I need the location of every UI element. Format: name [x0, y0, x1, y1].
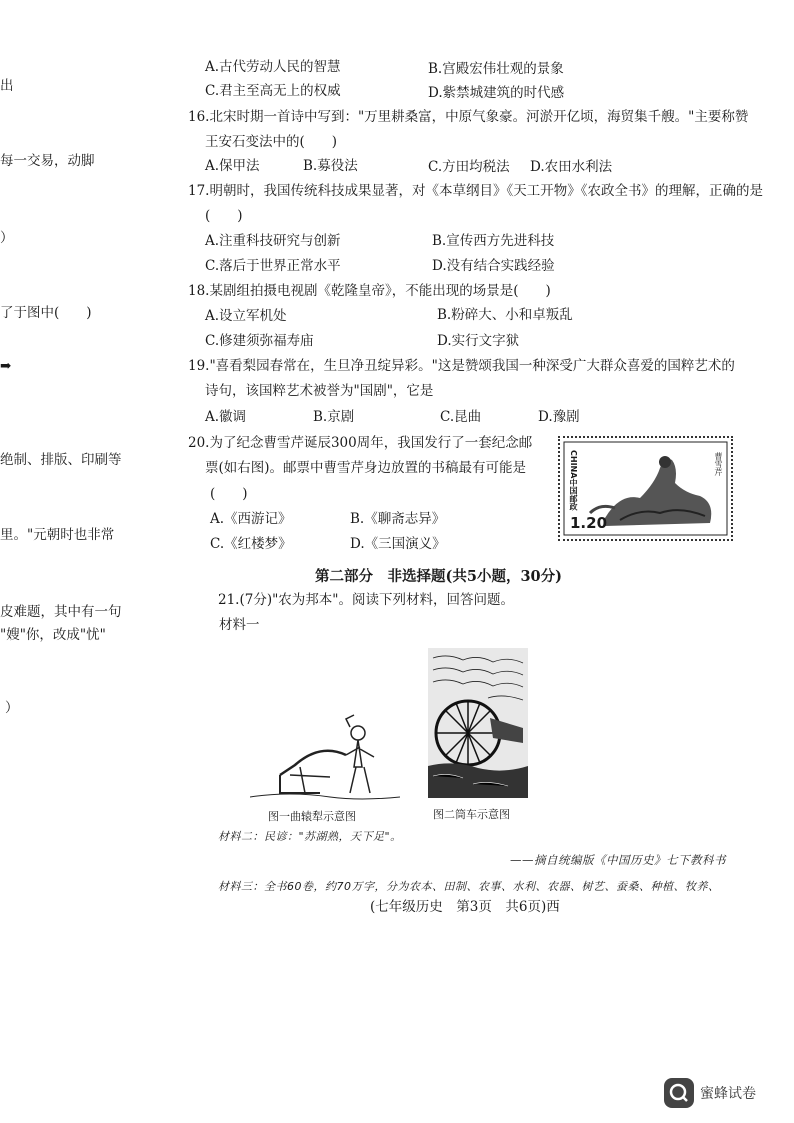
q17-stem-cont: ( ) — [205, 208, 243, 224]
q16-stem: 16.北宋时期一首诗中写到："万里耕桑富，中原气象豪。河淤开亿顷，海贸集千艘。"主要称赞 — [188, 109, 749, 125]
q20-option-b: B.《聊斋志异》 — [350, 511, 446, 527]
q17-option-b: B.宣传西方先进科技 — [432, 233, 555, 249]
q18-option-d: D.实行文字狱 — [437, 333, 520, 349]
q16-option-d: D.农田水利法 — [530, 159, 613, 175]
q16-option-a: A.保甲法 — [205, 158, 260, 174]
q19-option-a: A.徽调 — [205, 409, 247, 425]
q15-option-b: B.宫殿宏伟壮观的景象 — [428, 61, 564, 77]
margin-fragment: "嫂"你，改成"忧" — [0, 627, 106, 643]
waterwheel-illustration — [428, 648, 528, 798]
watermark — [664, 1078, 756, 1108]
stamp-country: CHINA中国邮政 — [569, 450, 578, 511]
q20-stem-paren: ( ) — [210, 486, 248, 502]
q17-stem: 17.明朝时，我国传统科技成果显著，对《本草纲目》《天工开物》《农政全书》的理解，正确的是 — [188, 183, 763, 199]
q18-option-b: B.粉碎大、小和卓叛乱 — [437, 307, 573, 323]
material-2: 材料二：民谚："苏湖熟，天下足"。 — [218, 830, 402, 843]
margin-fragment: 每一交易，动脚 — [0, 153, 95, 169]
q18-option-a: A.设立军机处 — [205, 308, 287, 324]
q15-option-c: C.君主至高无上的权威 — [205, 83, 341, 99]
q17-option-d: D.没有结合实践经验 — [432, 258, 555, 274]
plough-illustration — [250, 705, 400, 805]
margin-fragment: 里。"元朝时也非常 — [0, 527, 115, 543]
arrow-icon: ➡ — [0, 358, 12, 374]
stamp-image — [558, 436, 733, 541]
q19-option-b: B.京剧 — [313, 409, 355, 425]
q18-stem: 18.某剧组拍摄电视剧《乾隆皇帝》，不能出现的场景是( ) — [188, 283, 551, 299]
q15-option-a: A.古代劳动人民的智慧 — [205, 59, 341, 75]
margin-fragment: ） — [5, 700, 19, 716]
q19-stem: 19."喜看梨园春常在，生旦净丑绽异彩。"这是赞颂我国一种深受广大群众喜爱的国粹艺术的 — [188, 358, 735, 374]
margin-fragment: 出 — [0, 78, 14, 94]
watermark-logo-icon — [664, 1078, 694, 1108]
q15-option-d: D.紫禁城建筑的时代感 — [428, 85, 565, 101]
q20-stem-cont: 票(如右图)。邮票中曹雪芹身边放置的书稿最有可能是 — [205, 460, 527, 476]
q16-option-c: C.方田均税法 — [428, 159, 510, 175]
q20-option-d: D.《三国演义》 — [350, 536, 446, 552]
section-title: 第二部分 非选择题(共5小题，30分) — [315, 568, 562, 585]
q20-option-a: A.《西游记》 — [210, 511, 292, 527]
margin-fragment: 了于图中( ) — [0, 305, 92, 321]
q16-option-b: B.募役法 — [303, 158, 358, 174]
q17-option-a: A.注重科技研究与创新 — [205, 233, 341, 249]
material-source: ——摘自统编版《中国历史》七下教科书 — [510, 853, 726, 867]
margin-fragment: 皮难题，其中有一句 — [0, 604, 122, 620]
watermark-text: 蜜蜂试卷 — [700, 1086, 756, 1102]
stamp-side-label: 曹雪芹 — [714, 452, 723, 476]
q20-option-c: C.《红楼梦》 — [210, 536, 292, 552]
stamp-value: 1.20 — [570, 514, 608, 532]
figure-1-caption: 图一曲辕犁示意图 — [268, 810, 356, 823]
q18-option-c: C.修建须弥福寿庙 — [205, 333, 314, 349]
margin-fragment: ） — [0, 230, 14, 246]
q21-stem: 21.(7分)"农为邦本"。阅读下列材料，回答问题。 — [218, 592, 515, 608]
q19-stem-cont: 诗句，该国粹艺术被誉为"国剧"，它是 — [205, 383, 434, 399]
page-footer: (七年级历史 第3页 共6页)西 — [370, 899, 560, 915]
material-3: 材料三：全书60卷，约70万字，分为农本、田制、农事、水利、农器、树艺、蚕桑、种植、牧养、 — [218, 880, 720, 893]
q17-option-c: C.落后于世界正常水平 — [205, 258, 341, 274]
material-1-label: 材料一 — [219, 617, 260, 633]
q16-stem-cont: 王安石变法中的( ) — [205, 134, 338, 150]
q19-option-c: C.昆曲 — [440, 409, 482, 425]
q20-stem: 20.为了纪念曹雪芹诞辰300周年，我国发行了一套纪念邮 — [188, 435, 533, 451]
margin-fragment: 绝制、排版、印刷等 — [0, 452, 122, 468]
figure-2-caption: 图二筒车示意图 — [433, 808, 510, 821]
q19-option-d: D.豫剧 — [538, 409, 580, 425]
